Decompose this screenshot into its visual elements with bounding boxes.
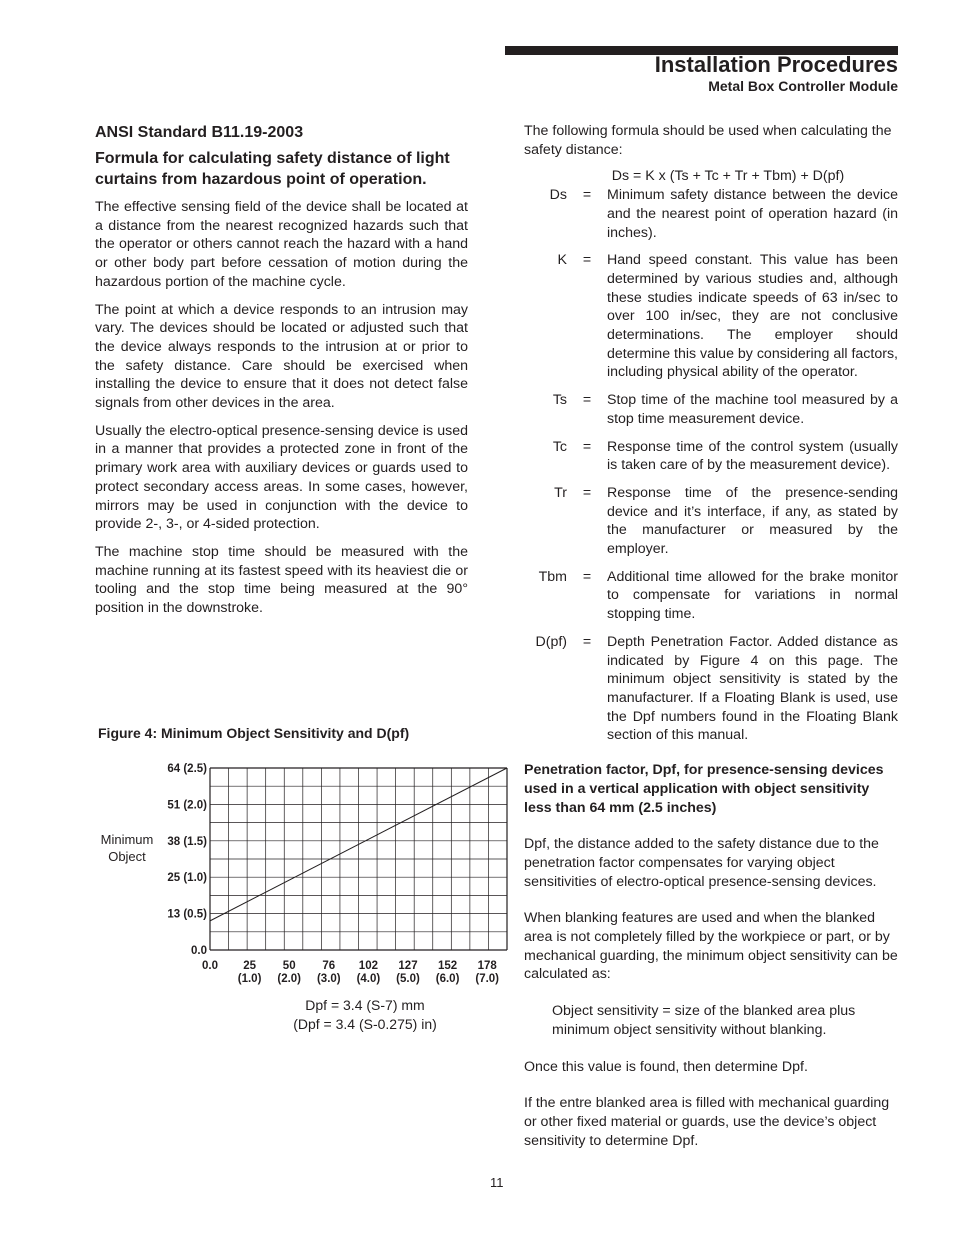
definition-term: D(pf)	[535, 633, 567, 650]
paragraph: Once this value is found, then determine Dpf.	[524, 1058, 808, 1075]
paragraph: Usually the electro-optical presence-sensing device is used in a manner that provides a protected zone in front of the primary work area with auxiliary devices or guards used to protect secondary access areas. In some cases, however, mirrors may be used in conjunction with the device to provide 2-, 3-, or 4-sided protection.	[95, 422, 468, 533]
definition-row	[524, 568, 898, 624]
safety-formula: Ds = K x (Ts + Tc + Tr + Tbm) + D(pf)	[611, 168, 845, 185]
definition-text: Hand speed constant. This value has been determined by various studies and, although these studies indicate speeds of 63 in/sec to over 100 in/sec, they are not conclusive determinations. The employer should determine this value by considering all factors, including physical ability of the operator.	[607, 252, 898, 381]
definition-text: Additional time allowed for the brake monitor to compensate for variations in normal stopping time.	[607, 568, 898, 623]
x-tick-label: 0.0	[202, 960, 218, 972]
x-tick-sublabel: (2.0)	[277, 973, 302, 985]
paragraph: If the entre blanked area is filled with mechanical guarding or other fixed material or guards, use the device’s object sensitivity to determine Dpf.	[524, 1095, 890, 1149]
x-tick-label: 178	[477, 960, 497, 972]
paragraph: The machine stop time should be measured with the machine running at its fastest speed with its heaviest die or tooling and the stop time being measured at the 90° position in the downstroke.	[95, 543, 468, 617]
definition-term: Tc	[552, 438, 567, 455]
definition-text: Depth Penetration Factor. Added distance as indicated by Figure 4 on this page. The minimum object sensitivity is stated by the manufacturer. If a Floating Blank is used, use the Dpf numbers found in the Floating Blank section of this manual.	[607, 633, 898, 744]
page-subtitle: Metal Box Controller Module	[708, 78, 898, 94]
y-tick-label: 51 (2.0)	[167, 799, 207, 812]
paragraph: The point at which a device responds to an intrusion may vary. The devices should be located or adjusted such that the device always responds to the intrusion at or prior to the safety distance. Care should be exercised when installing the device to ensure that it does not detect false signals from other devices in the area.	[95, 301, 468, 412]
definition-row	[524, 633, 898, 745]
chart-note-in: (Dpf = 3.4 (S-0.275) in)	[293, 1016, 437, 1032]
y-axis-label: Minimum	[100, 832, 154, 847]
paragraph: When blanking features are used and when the blanked area is not completely filled by the workpiece or part, or by mechanical guarding, the minimum object sensitivity can be calculated as:	[524, 910, 898, 983]
definition-equals: =	[582, 568, 592, 585]
y-tick-label: 0.0	[191, 945, 207, 957]
definitions-list	[524, 186, 898, 745]
x-tick-label: 25	[243, 960, 256, 972]
y-tick-label: 13 (0.5)	[167, 908, 207, 921]
x-tick-label: 127	[398, 960, 418, 972]
definition-term: Ds	[549, 187, 567, 204]
definition-term: K	[557, 252, 567, 269]
figure-caption: Figure 4: Minimum Object Sensitivity and D(pf)	[98, 725, 410, 741]
y-tick-label: 38 (1.5)	[167, 835, 207, 848]
definition-term: Tr	[554, 484, 567, 501]
definition-row	[524, 438, 898, 475]
object-sensitivity-formula: Object sensitivity = size of the blanked area plus minimum object sensitivity without blanking.	[552, 1003, 856, 1038]
definition-equals: =	[582, 438, 592, 455]
definition-equals: =	[582, 484, 592, 501]
x-tick-label: 152	[438, 960, 458, 972]
definition-text: Response time of the presence-sending device and it’s interface, if any, as stated by the manufacturer or measured by the employer.	[607, 484, 898, 558]
paragraph: The effective sensing field of the device shall be located at a distance from the nearest recognized hazards such that the operator or others cannot reach the hazard with a hand or other body part before cessation of motion during the hazardous portion of the machine cycle.	[95, 199, 468, 290]
dpf-chart	[95, 750, 515, 995]
penetration-heading: Penetration factor, Dpf, for presence-sensing devices used in a vertical application with object sensitivity less than 64 mm (2.5 inches)	[524, 762, 884, 816]
definition-row	[524, 484, 898, 559]
definition-row	[524, 186, 898, 242]
y-tick-label: 25 (1.0)	[167, 872, 207, 885]
definition-row	[524, 251, 898, 382]
x-tick-label: 76	[322, 960, 336, 972]
x-tick-sublabel: (7.0)	[475, 973, 500, 985]
x-tick-sublabel: (3.0)	[316, 973, 341, 985]
x-tick-sublabel: (1.0)	[237, 973, 262, 985]
definition-text: Minimum safety distance between the device and the nearest point of operation hazard (in inches).	[607, 187, 898, 241]
right-column	[524, 122, 898, 1168]
left-column	[95, 124, 468, 627]
formula-intro: The following formula should be used when calculating the safety distance:	[524, 123, 892, 158]
y-tick-label: 64 (2.5)	[167, 763, 207, 775]
definition-equals: =	[582, 252, 592, 269]
page-title: Installation Procedures	[654, 52, 898, 77]
chart-note	[205, 996, 525, 1034]
x-tick-label: 50	[282, 960, 296, 972]
definition-equals: =	[582, 392, 592, 409]
x-tick-sublabel: (5.0)	[396, 973, 420, 985]
chart-note-mm: Dpf = 3.4 (S-7) mm	[305, 997, 425, 1013]
definition-term: Tbm	[538, 568, 567, 585]
x-tick-sublabel: (4.0)	[356, 973, 381, 985]
x-tick-label: 102	[358, 960, 378, 972]
definition-row	[524, 391, 898, 428]
y-axis-label: Object	[108, 849, 146, 864]
definition-equals: =	[582, 633, 592, 650]
definition-term: Ts	[552, 392, 567, 409]
paragraph: Dpf, the distance added to the safety distance due to the penetration factor compensates for varying object sensitivities of electro-optical presence-sensing devices.	[524, 836, 879, 890]
formula-heading: Formula for calculating safety distance of light curtains from hazardous point of operation.	[95, 150, 450, 188]
definition-text: Response time of the control system (usually is taken care of by the measurement device).	[607, 438, 898, 474]
x-tick-sublabel: (6.0)	[435, 973, 460, 985]
definition-text: Stop time of the machine tool measured by a stop time measurement device.	[607, 392, 898, 427]
definition-equals: =	[582, 187, 592, 204]
page-number: 11	[490, 1175, 504, 1190]
standard-heading: ANSI Standard B11.19-2003	[95, 124, 304, 141]
